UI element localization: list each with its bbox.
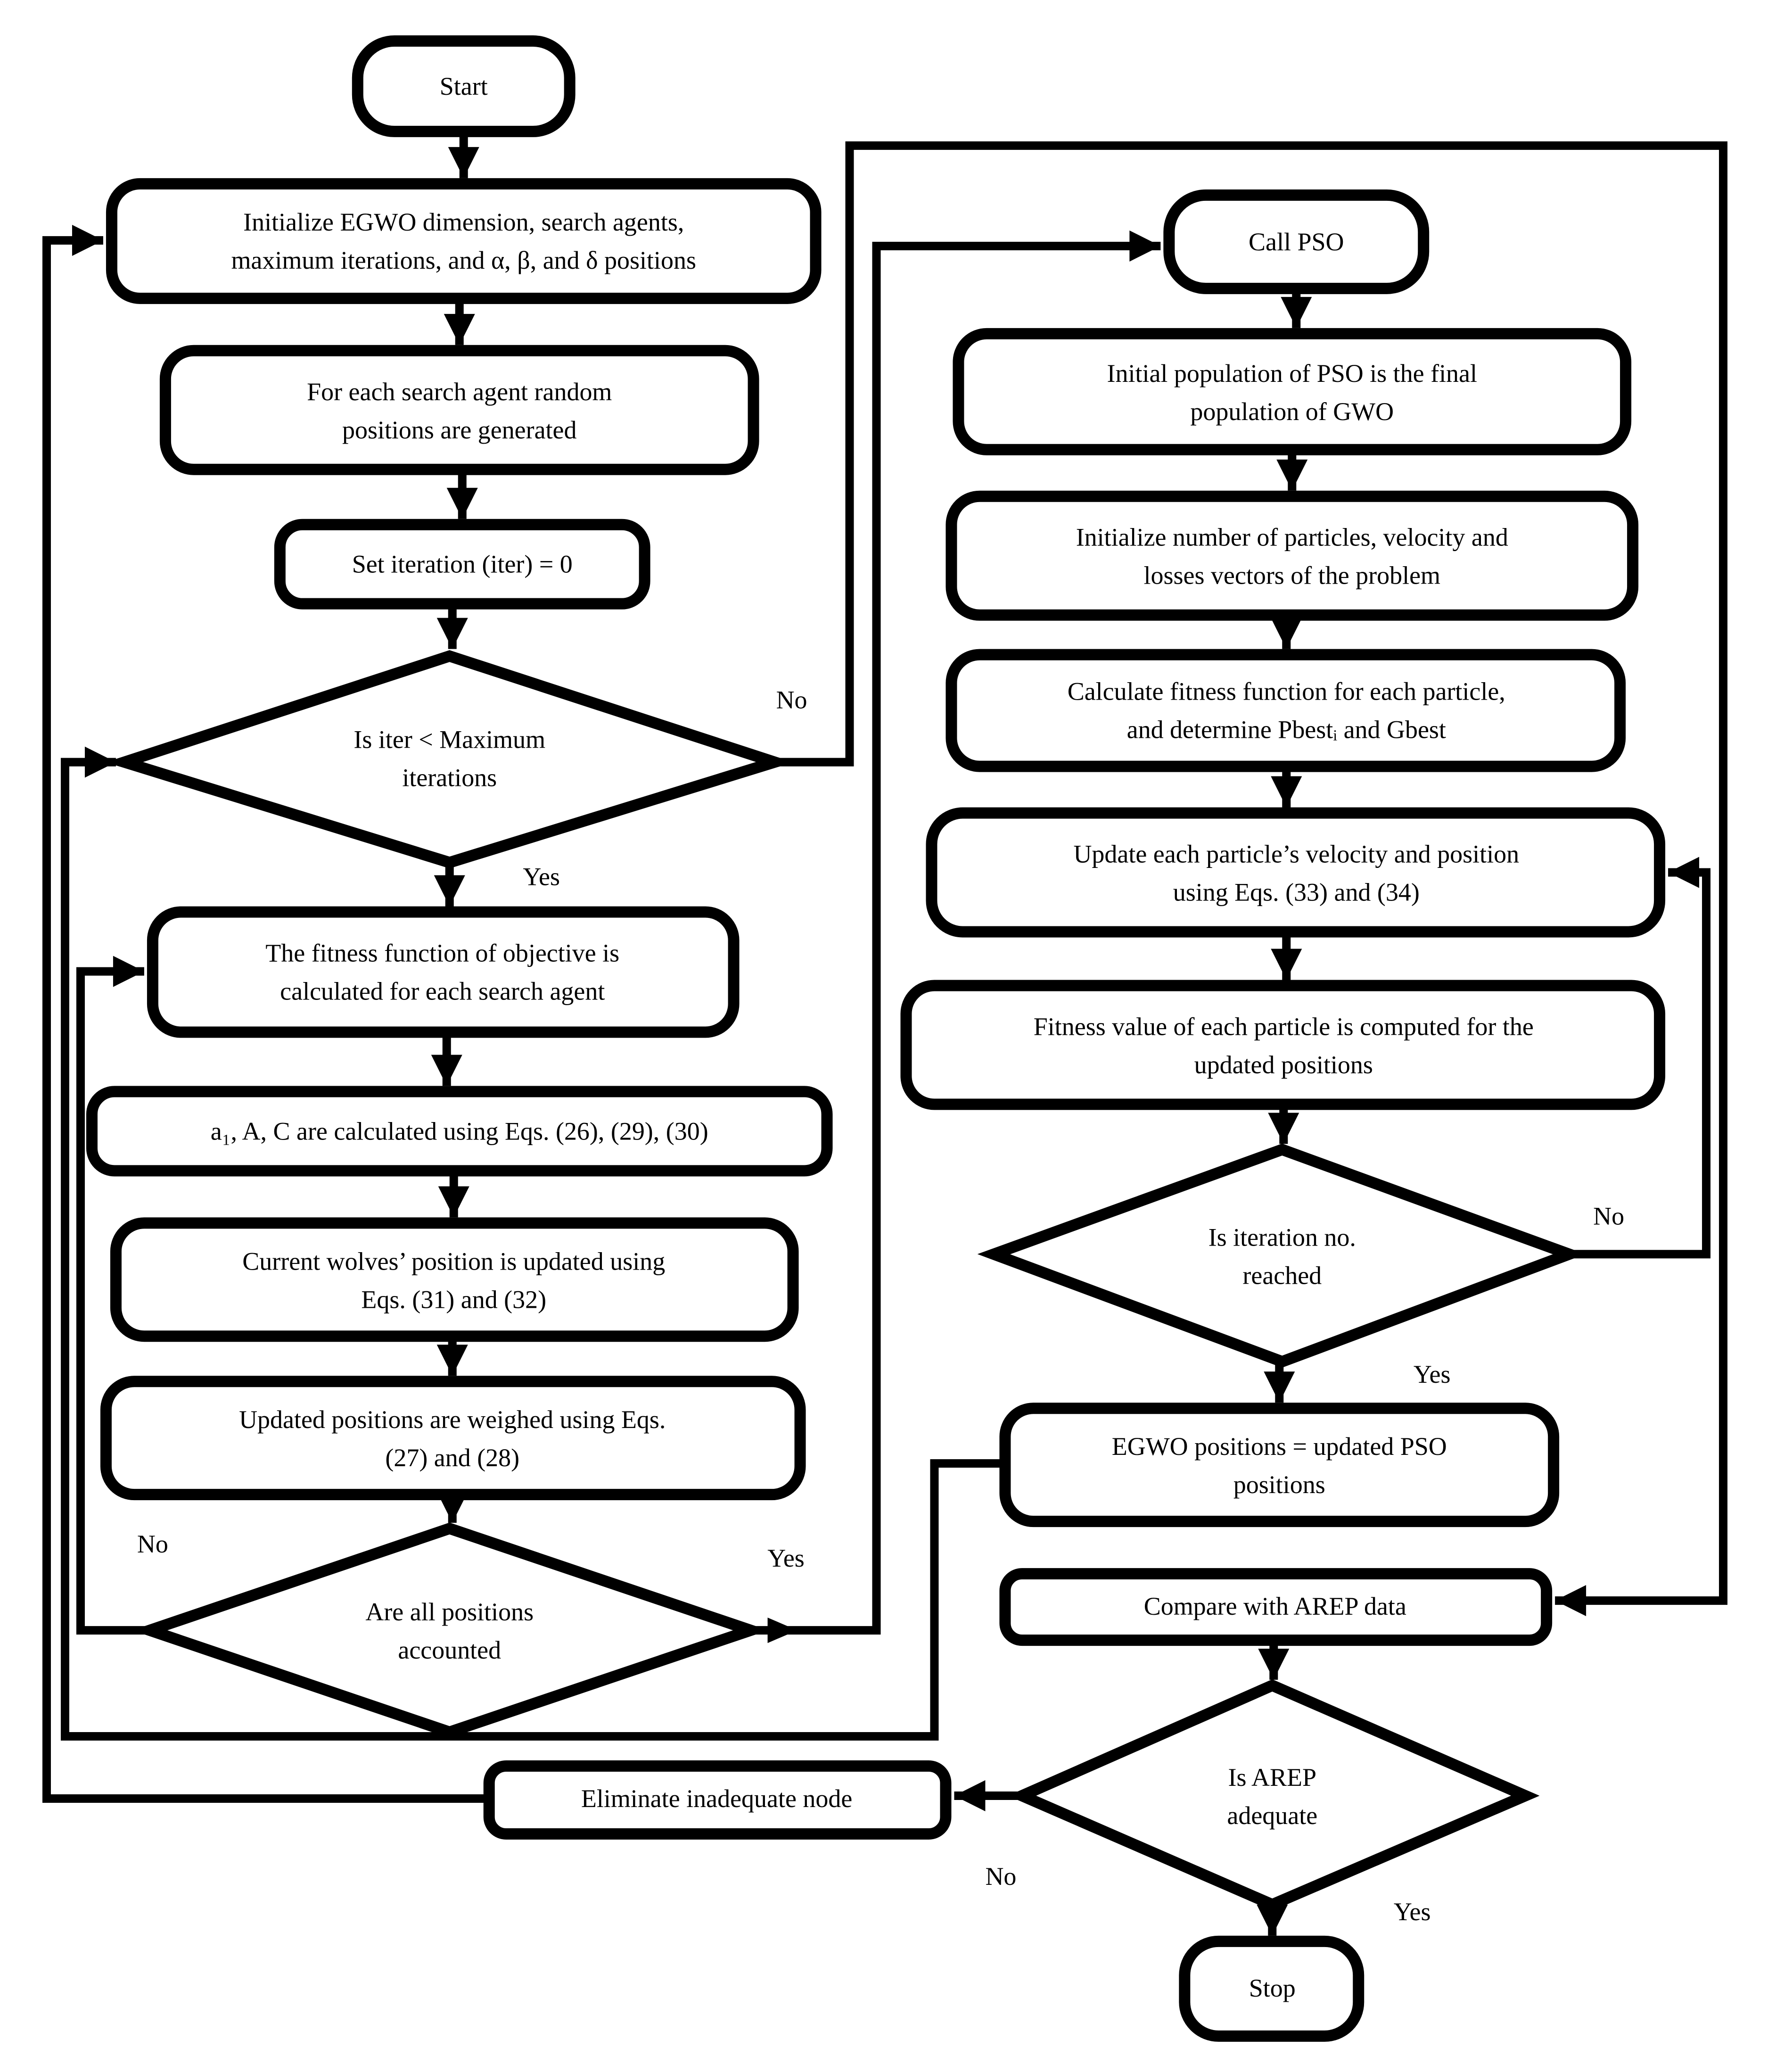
node-init-particles-line1: Initialize number of particles, velocity and <box>1076 523 1508 552</box>
node-egwo-update-line2: positions <box>1233 1470 1325 1499</box>
node-fitness-updated-line2: updated positions <box>1194 1050 1373 1079</box>
node-set-iteration <box>280 525 645 604</box>
label-poscheck-no: No <box>137 1530 168 1559</box>
node-set-iteration-label: Set iteration (iter) = 0 <box>352 550 573 578</box>
node-calc-particle-fitness-line2: and determine Pbestᵢ and Gbest <box>1126 715 1446 744</box>
node-stop-label: Stop <box>1249 1973 1296 2002</box>
node-update-wolves-line1: Current wolves’ position is updated using <box>242 1247 666 1276</box>
label-poscheck-yes: Yes <box>767 1544 805 1573</box>
decision-arep-adequate <box>1022 1685 1525 1905</box>
node-egwo-update-line1: EGWO positions = updated PSO <box>1111 1432 1447 1461</box>
label-arepcheck-yes: Yes <box>1393 1897 1431 1926</box>
node-fitness-objective-line1: The fitness function of objective is <box>265 939 620 967</box>
decision-iteration-reached <box>994 1149 1569 1362</box>
node-init-particles <box>951 496 1633 615</box>
decision-positions-line1: Are all positions <box>365 1598 534 1626</box>
node-random-positions-line2: positions are generated <box>342 415 577 444</box>
node-fitness-objective-line2: calculated for each search agent <box>280 977 605 1006</box>
label-itercheck-yes: Yes <box>523 862 560 891</box>
node-fitness-updated-line1: Fitness value of each particle is computed for the <box>1033 1012 1534 1041</box>
label-itercheck-no: No <box>776 685 807 714</box>
node-egwo-update <box>1005 1408 1554 1521</box>
node-random-positions-line1: For each search agent random <box>307 377 612 406</box>
node-update-wolves-line2: Eqs. (31) and (32) <box>361 1285 547 1314</box>
node-init-particles-line2: losses vectors of the problem <box>1143 561 1441 590</box>
node-weigh-positions <box>106 1381 800 1494</box>
label-iterationcheck-yes: Yes <box>1413 1360 1451 1389</box>
node-eliminate-node-label: Eliminate inadequate node <box>581 1784 853 1813</box>
node-pso-initial-population-line1: Initial population of PSO is the final <box>1107 359 1478 388</box>
node-stop <box>1184 1941 1358 2036</box>
node-pso-initial-population-line2: population of GWO <box>1190 397 1394 426</box>
node-update-wolves <box>116 1223 793 1336</box>
node-call-pso-label: Call PSO <box>1249 227 1344 256</box>
decision-iter-line2: iterations <box>402 763 497 792</box>
node-eliminate-node <box>489 1766 946 1834</box>
node-initialize-egwo <box>112 184 816 298</box>
decision-arep-line1: Is AREP <box>1228 1763 1317 1791</box>
node-weigh-positions-line1: Updated positions are weighed using Eqs. <box>239 1405 666 1434</box>
node-fitness-updated <box>906 985 1660 1104</box>
node-fitness-objective <box>153 912 734 1032</box>
node-update-particles <box>931 813 1660 932</box>
node-initialize-egwo-line2: maximum iterations, and α, β, and δ positions <box>231 246 697 274</box>
positions-yes-midline-arrowhead <box>768 1618 797 1643</box>
node-compare-arep <box>1005 1574 1546 1640</box>
decision-arep-line2: adequate <box>1227 1801 1318 1830</box>
node-calc-a1-a-c <box>92 1091 827 1171</box>
node-start <box>358 41 570 132</box>
node-random-positions <box>165 351 754 470</box>
node-calc-particle-fitness-line1: Calculate fitness function for each particle, <box>1067 677 1505 706</box>
node-calc-a1-a-c-label: a₁, A, C are calculated using Eqs. (26), (29), (30) <box>210 1117 708 1146</box>
decision-iter-less-than-max <box>124 656 775 863</box>
label-arepcheck-no: No <box>985 1862 1017 1890</box>
node-initialize-egwo-line1: Initialize EGWO dimension, search agents, <box>243 207 684 236</box>
decision-all-positions-accounted <box>150 1528 751 1732</box>
node-pso-initial-population <box>958 334 1626 450</box>
node-weigh-positions-line2: (27) and (28) <box>385 1444 520 1472</box>
decision-iteration-line2: reached <box>1242 1261 1322 1290</box>
node-calc-particle-fitness <box>951 655 1620 767</box>
decision-iteration-line1: Is iteration no. <box>1208 1223 1356 1252</box>
node-start-label: Start <box>439 72 488 100</box>
node-update-particles-line1: Update each particle’s velocity and position <box>1073 840 1520 868</box>
node-call-pso <box>1169 195 1423 289</box>
label-iterationcheck-no: No <box>1593 1202 1625 1230</box>
node-update-particles-line2: using Eqs. (33) and (34) <box>1173 878 1420 907</box>
node-compare-arep-label: Compare with AREP data <box>1143 1592 1406 1621</box>
decision-positions-line2: accounted <box>398 1636 501 1665</box>
decision-iter-line1: Is iter < Maximum <box>354 725 546 754</box>
